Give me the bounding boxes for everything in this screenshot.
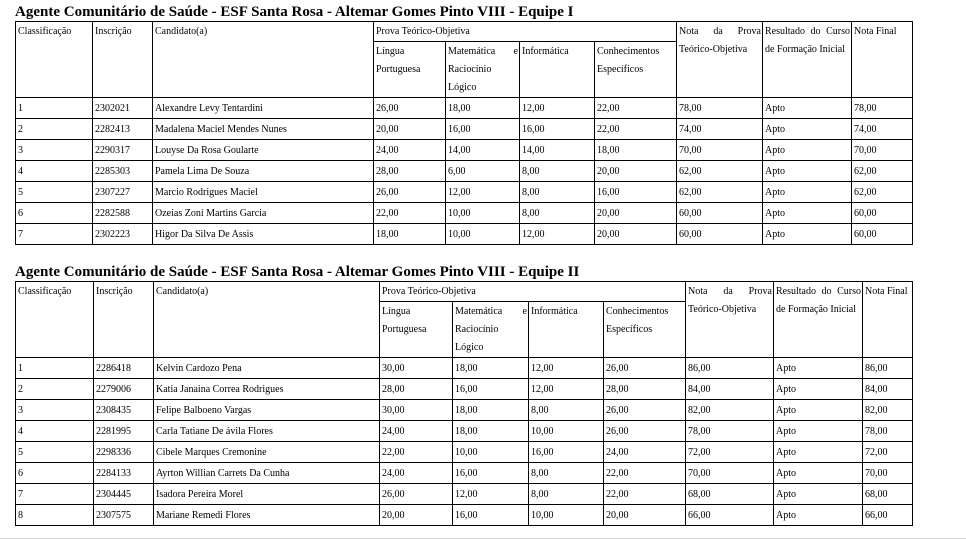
section-title: Agente Comunitário de Saúde - ESF Santa Rosa - Altemar Gomes Pinto VIII - Equipe I <box>15 4 574 20</box>
header-nota-final: Nota Final <box>863 282 913 358</box>
header-inscricao: Inscrição <box>93 22 153 98</box>
cell-inscricao: 2302223 <box>93 224 153 245</box>
table-row <box>16 224 913 245</box>
cell-resultado: Apto <box>774 379 863 400</box>
header-lingua <box>374 42 446 98</box>
cell-informatica: 8,00 <box>529 463 604 484</box>
cell-lingua: 24,00 <box>380 463 453 484</box>
header-matematica-line3: Lógico <box>448 82 477 93</box>
cell-inscricao: 2308435 <box>94 400 154 421</box>
header-classificacao: Classificação <box>16 22 93 98</box>
header-nota-final: Nota Final <box>852 22 913 98</box>
cell-classificacao: 2 <box>16 379 94 400</box>
table-row <box>16 379 913 400</box>
cell-inscricao: 2285303 <box>93 161 153 182</box>
header-conhecimentos <box>595 42 677 98</box>
header-nota-prova-line2: Teórico-Objetiva <box>679 44 748 55</box>
cell-conhecimentos: 20,00 <box>604 505 686 526</box>
cell-informatica: 8,00 <box>520 161 595 182</box>
cell-informatica: 10,00 <box>529 421 604 442</box>
table-row <box>16 182 913 203</box>
section-equipe-2 <box>15 264 913 526</box>
header-matematica-line2: Raciocínio <box>455 324 499 335</box>
cell-candidato: Louyse Da Rosa Goularte <box>153 140 374 161</box>
cell-classificacao: 5 <box>16 182 93 203</box>
cell-nota-prova: 82,00 <box>686 400 774 421</box>
cell-informatica: 8,00 <box>529 400 604 421</box>
results-table <box>15 281 913 526</box>
header-matematica-line1: Matemática e <box>455 306 527 317</box>
cell-candidato: Carla Tatiane De ávila Flores <box>154 421 380 442</box>
cell-inscricao: 2286418 <box>94 358 154 379</box>
cell-classificacao: 1 <box>16 358 94 379</box>
header-row <box>16 22 913 42</box>
cell-classificacao: 8 <box>16 505 94 526</box>
cell-lingua: 22,00 <box>374 203 446 224</box>
cell-nota-prova: 84,00 <box>686 379 774 400</box>
cell-resultado: Apto <box>774 505 863 526</box>
cell-lingua: 22,00 <box>380 442 453 463</box>
cell-informatica: 10,00 <box>529 505 604 526</box>
cell-nota-prova: 66,00 <box>686 505 774 526</box>
cell-nota-final: 86,00 <box>863 358 913 379</box>
cell-lingua: 26,00 <box>374 98 446 119</box>
cell-lingua: 26,00 <box>374 182 446 203</box>
cell-inscricao: 2307575 <box>94 505 154 526</box>
cell-classificacao: 4 <box>16 421 94 442</box>
cell-nota-prova: 68,00 <box>686 484 774 505</box>
cell-resultado: Apto <box>763 98 852 119</box>
cell-conhecimentos: 22,00 <box>595 98 677 119</box>
cell-classificacao: 2 <box>16 119 93 140</box>
cell-classificacao: 7 <box>16 484 94 505</box>
cell-conhecimentos: 26,00 <box>604 421 686 442</box>
cell-candidato: Alexandre Levy Tentardini <box>153 98 374 119</box>
cell-nota-final: 84,00 <box>863 379 913 400</box>
cell-lingua: 26,00 <box>380 484 453 505</box>
cell-lingua: 28,00 <box>374 161 446 182</box>
header-conhecimentos <box>604 302 686 358</box>
cell-informatica: 12,00 <box>529 379 604 400</box>
cell-resultado: Apto <box>774 442 863 463</box>
cell-matematica: 10,00 <box>446 224 520 245</box>
cell-inscricao: 2284133 <box>94 463 154 484</box>
cell-inscricao: 2298336 <box>94 442 154 463</box>
cell-nota-prova: 62,00 <box>677 182 763 203</box>
cell-inscricao: 2282413 <box>93 119 153 140</box>
results-table <box>15 21 913 245</box>
cell-classificacao: 6 <box>16 203 93 224</box>
cell-nota-final: 62,00 <box>852 182 913 203</box>
table-row <box>16 505 913 526</box>
header-resultado <box>774 282 863 358</box>
cell-conhecimentos: 16,00 <box>595 182 677 203</box>
cell-nota-prova: 70,00 <box>686 463 774 484</box>
cell-nota-final: 66,00 <box>863 505 913 526</box>
header-resultado <box>763 22 852 98</box>
cell-informatica: 14,00 <box>520 140 595 161</box>
header-matematica <box>446 42 520 98</box>
table-row <box>16 161 913 182</box>
cell-resultado: Apto <box>774 358 863 379</box>
cell-conhecimentos: 26,00 <box>604 358 686 379</box>
cell-conhecimentos: 24,00 <box>604 442 686 463</box>
cell-resultado: Apto <box>763 224 852 245</box>
cell-resultado: Apto <box>763 161 852 182</box>
cell-resultado: Apto <box>763 182 852 203</box>
cell-conhecimentos: 22,00 <box>604 463 686 484</box>
cell-informatica: 12,00 <box>529 358 604 379</box>
header-resultado-line2: de Formação Inicial <box>776 304 856 315</box>
cell-conhecimentos: 20,00 <box>595 203 677 224</box>
cell-nota-prova: 62,00 <box>677 161 763 182</box>
cell-informatica: 8,00 <box>529 484 604 505</box>
cell-resultado: Apto <box>763 140 852 161</box>
header-resultado-line1: Resultado do Curso <box>776 286 861 297</box>
results-body <box>16 358 913 526</box>
cell-conhecimentos: 18,00 <box>595 140 677 161</box>
header-nota-prova <box>686 282 774 358</box>
cell-lingua: 20,00 <box>374 119 446 140</box>
header-informatica: Informática <box>529 302 604 358</box>
table-row <box>16 421 913 442</box>
table-row <box>16 98 913 119</box>
table-row <box>16 442 913 463</box>
cell-classificacao: 3 <box>16 140 93 161</box>
table-row <box>16 140 913 161</box>
cell-classificacao: 1 <box>16 98 93 119</box>
cell-matematica: 16,00 <box>453 463 529 484</box>
cell-classificacao: 6 <box>16 463 94 484</box>
cell-lingua: 24,00 <box>374 140 446 161</box>
cell-nota-prova: 72,00 <box>686 442 774 463</box>
cell-classificacao: 5 <box>16 442 94 463</box>
cell-inscricao: 2282588 <box>93 203 153 224</box>
cell-informatica: 12,00 <box>520 98 595 119</box>
cell-nota-final: 78,00 <box>863 421 913 442</box>
header-lingua-line1: Língua <box>382 306 411 317</box>
header-lingua-line2: Portuguesa <box>382 324 427 335</box>
cell-nota-final: 68,00 <box>863 484 913 505</box>
cell-nota-final: 60,00 <box>852 203 913 224</box>
table-row <box>16 358 913 379</box>
cell-lingua: 24,00 <box>380 421 453 442</box>
cell-candidato: Pamela Lima De Souza <box>153 161 374 182</box>
cell-inscricao: 2304445 <box>94 484 154 505</box>
cell-candidato: Isadora Pereira Morel <box>154 484 380 505</box>
cell-nota-prova: 70,00 <box>677 140 763 161</box>
cell-conhecimentos: 22,00 <box>595 119 677 140</box>
cell-matematica: 18,00 <box>446 98 520 119</box>
cell-classificacao: 7 <box>16 224 93 245</box>
cell-conhecimentos: 20,00 <box>595 161 677 182</box>
cell-resultado: Apto <box>763 203 852 224</box>
cell-candidato: Kelvin Cardozo Pena <box>154 358 380 379</box>
cell-matematica: 12,00 <box>446 182 520 203</box>
cell-resultado: Apto <box>774 400 863 421</box>
cell-conhecimentos: 28,00 <box>604 379 686 400</box>
cell-matematica: 16,00 <box>453 505 529 526</box>
cell-candidato: Ozeias Zoni Martins Garcia <box>153 203 374 224</box>
section-title: Agente Comunitário de Saúde - ESF Santa Rosa - Altemar Gomes Pinto VIII - Equipe II <box>15 264 580 280</box>
cell-candidato: Mariane Remedi Flores <box>154 505 380 526</box>
cell-nota-prova: 60,00 <box>677 203 763 224</box>
header-matematica-line1: Matemática e <box>448 46 518 57</box>
cell-resultado: Apto <box>763 119 852 140</box>
cell-candidato: Cibele Marques Cremonine <box>154 442 380 463</box>
cell-inscricao: 2279006 <box>94 379 154 400</box>
cell-resultado: Apto <box>774 484 863 505</box>
cell-inscricao: 2307227 <box>93 182 153 203</box>
cell-matematica: 18,00 <box>453 421 529 442</box>
results-body <box>16 98 913 245</box>
table-row <box>16 400 913 421</box>
header-prova: Prova Teórico-Objetiva <box>380 282 686 302</box>
cell-lingua: 30,00 <box>380 400 453 421</box>
header-matematica-line3: Lógico <box>455 342 484 353</box>
cell-candidato: Katia Janaina Correa Rodrigues <box>154 379 380 400</box>
header-matematica <box>453 302 529 358</box>
cell-nota-final: 70,00 <box>863 463 913 484</box>
header-resultado-line2: de Formação Inicial <box>765 44 845 55</box>
cell-inscricao: 2281995 <box>94 421 154 442</box>
cell-nota-prova: 60,00 <box>677 224 763 245</box>
cell-candidato: Felipe Balboeno Vargas <box>154 400 380 421</box>
table-row <box>16 203 913 224</box>
cell-matematica: 10,00 <box>453 442 529 463</box>
cell-candidato: Marcio Rodrigues Maciel <box>153 182 374 203</box>
cell-candidato: Higor Da Silva De Assis <box>153 224 374 245</box>
header-nota-prova-line2: Teórico-Objetiva <box>688 304 757 315</box>
cell-nota-final: 78,00 <box>852 98 913 119</box>
cell-matematica: 16,00 <box>453 379 529 400</box>
cell-nota-prova: 78,00 <box>686 421 774 442</box>
cell-classificacao: 3 <box>16 400 94 421</box>
cell-nota-final: 72,00 <box>863 442 913 463</box>
cell-lingua: 18,00 <box>374 224 446 245</box>
header-nota-prova <box>677 22 763 98</box>
cell-candidato: Madalena Maciel Mendes Nunes <box>153 119 374 140</box>
cell-matematica: 12,00 <box>453 484 529 505</box>
page-bottom-divider <box>0 538 966 539</box>
header-classificacao: Classificação <box>16 282 94 358</box>
cell-matematica: 6,00 <box>446 161 520 182</box>
cell-informatica: 16,00 <box>529 442 604 463</box>
header-matematica-line2: Raciocínio <box>448 64 492 75</box>
cell-matematica: 14,00 <box>446 140 520 161</box>
cell-nota-final: 70,00 <box>852 140 913 161</box>
section-equipe-1 <box>15 4 913 245</box>
header-prova: Prova Teórico-Objetiva <box>374 22 677 42</box>
cell-classificacao: 4 <box>16 161 93 182</box>
cell-inscricao: 2302021 <box>93 98 153 119</box>
header-conhecimentos-line1: Conhecimentos <box>597 46 660 57</box>
cell-matematica: 10,00 <box>446 203 520 224</box>
cell-candidato: Ayrton Willian Carrets Da Cunha <box>154 463 380 484</box>
table-row <box>16 119 913 140</box>
header-conhecimentos-line2: Específicos <box>597 64 644 75</box>
cell-conhecimentos: 26,00 <box>604 400 686 421</box>
cell-resultado: Apto <box>774 463 863 484</box>
table-row <box>16 463 913 484</box>
cell-nota-final: 82,00 <box>863 400 913 421</box>
cell-matematica: 18,00 <box>453 400 529 421</box>
header-lingua-line1: Língua <box>376 46 405 57</box>
table-row <box>16 484 913 505</box>
cell-informatica: 8,00 <box>520 203 595 224</box>
header-nota-prova-line1: Nota da Prova <box>679 26 761 37</box>
cell-nota-final: 60,00 <box>852 224 913 245</box>
cell-nota-prova: 78,00 <box>677 98 763 119</box>
header-inscricao: Inscrição <box>94 282 154 358</box>
cell-lingua: 28,00 <box>380 379 453 400</box>
cell-resultado: Apto <box>774 421 863 442</box>
cell-conhecimentos: 22,00 <box>604 484 686 505</box>
header-conhecimentos-line2: Específicos <box>606 324 653 335</box>
header-row <box>16 282 913 302</box>
header-resultado-line1: Resultado do Curso <box>765 26 850 37</box>
cell-inscricao: 2290317 <box>93 140 153 161</box>
cell-informatica: 12,00 <box>520 224 595 245</box>
cell-nota-final: 74,00 <box>852 119 913 140</box>
header-lingua-line2: Portuguesa <box>376 64 421 75</box>
header-nota-prova-line1: Nota da Prova <box>688 286 772 297</box>
cell-conhecimentos: 20,00 <box>595 224 677 245</box>
cell-nota-final: 62,00 <box>852 161 913 182</box>
header-conhecimentos-line1: Conhecimentos <box>606 306 669 317</box>
cell-matematica: 16,00 <box>446 119 520 140</box>
cell-lingua: 30,00 <box>380 358 453 379</box>
cell-lingua: 20,00 <box>380 505 453 526</box>
cell-nota-prova: 74,00 <box>677 119 763 140</box>
header-lingua <box>380 302 453 358</box>
header-informatica: Informática <box>520 42 595 98</box>
cell-informatica: 16,00 <box>520 119 595 140</box>
cell-matematica: 18,00 <box>453 358 529 379</box>
cell-nota-prova: 86,00 <box>686 358 774 379</box>
cell-informatica: 8,00 <box>520 182 595 203</box>
header-candidato: Candidato(a) <box>153 22 374 98</box>
header-candidato: Candidato(a) <box>154 282 380 358</box>
